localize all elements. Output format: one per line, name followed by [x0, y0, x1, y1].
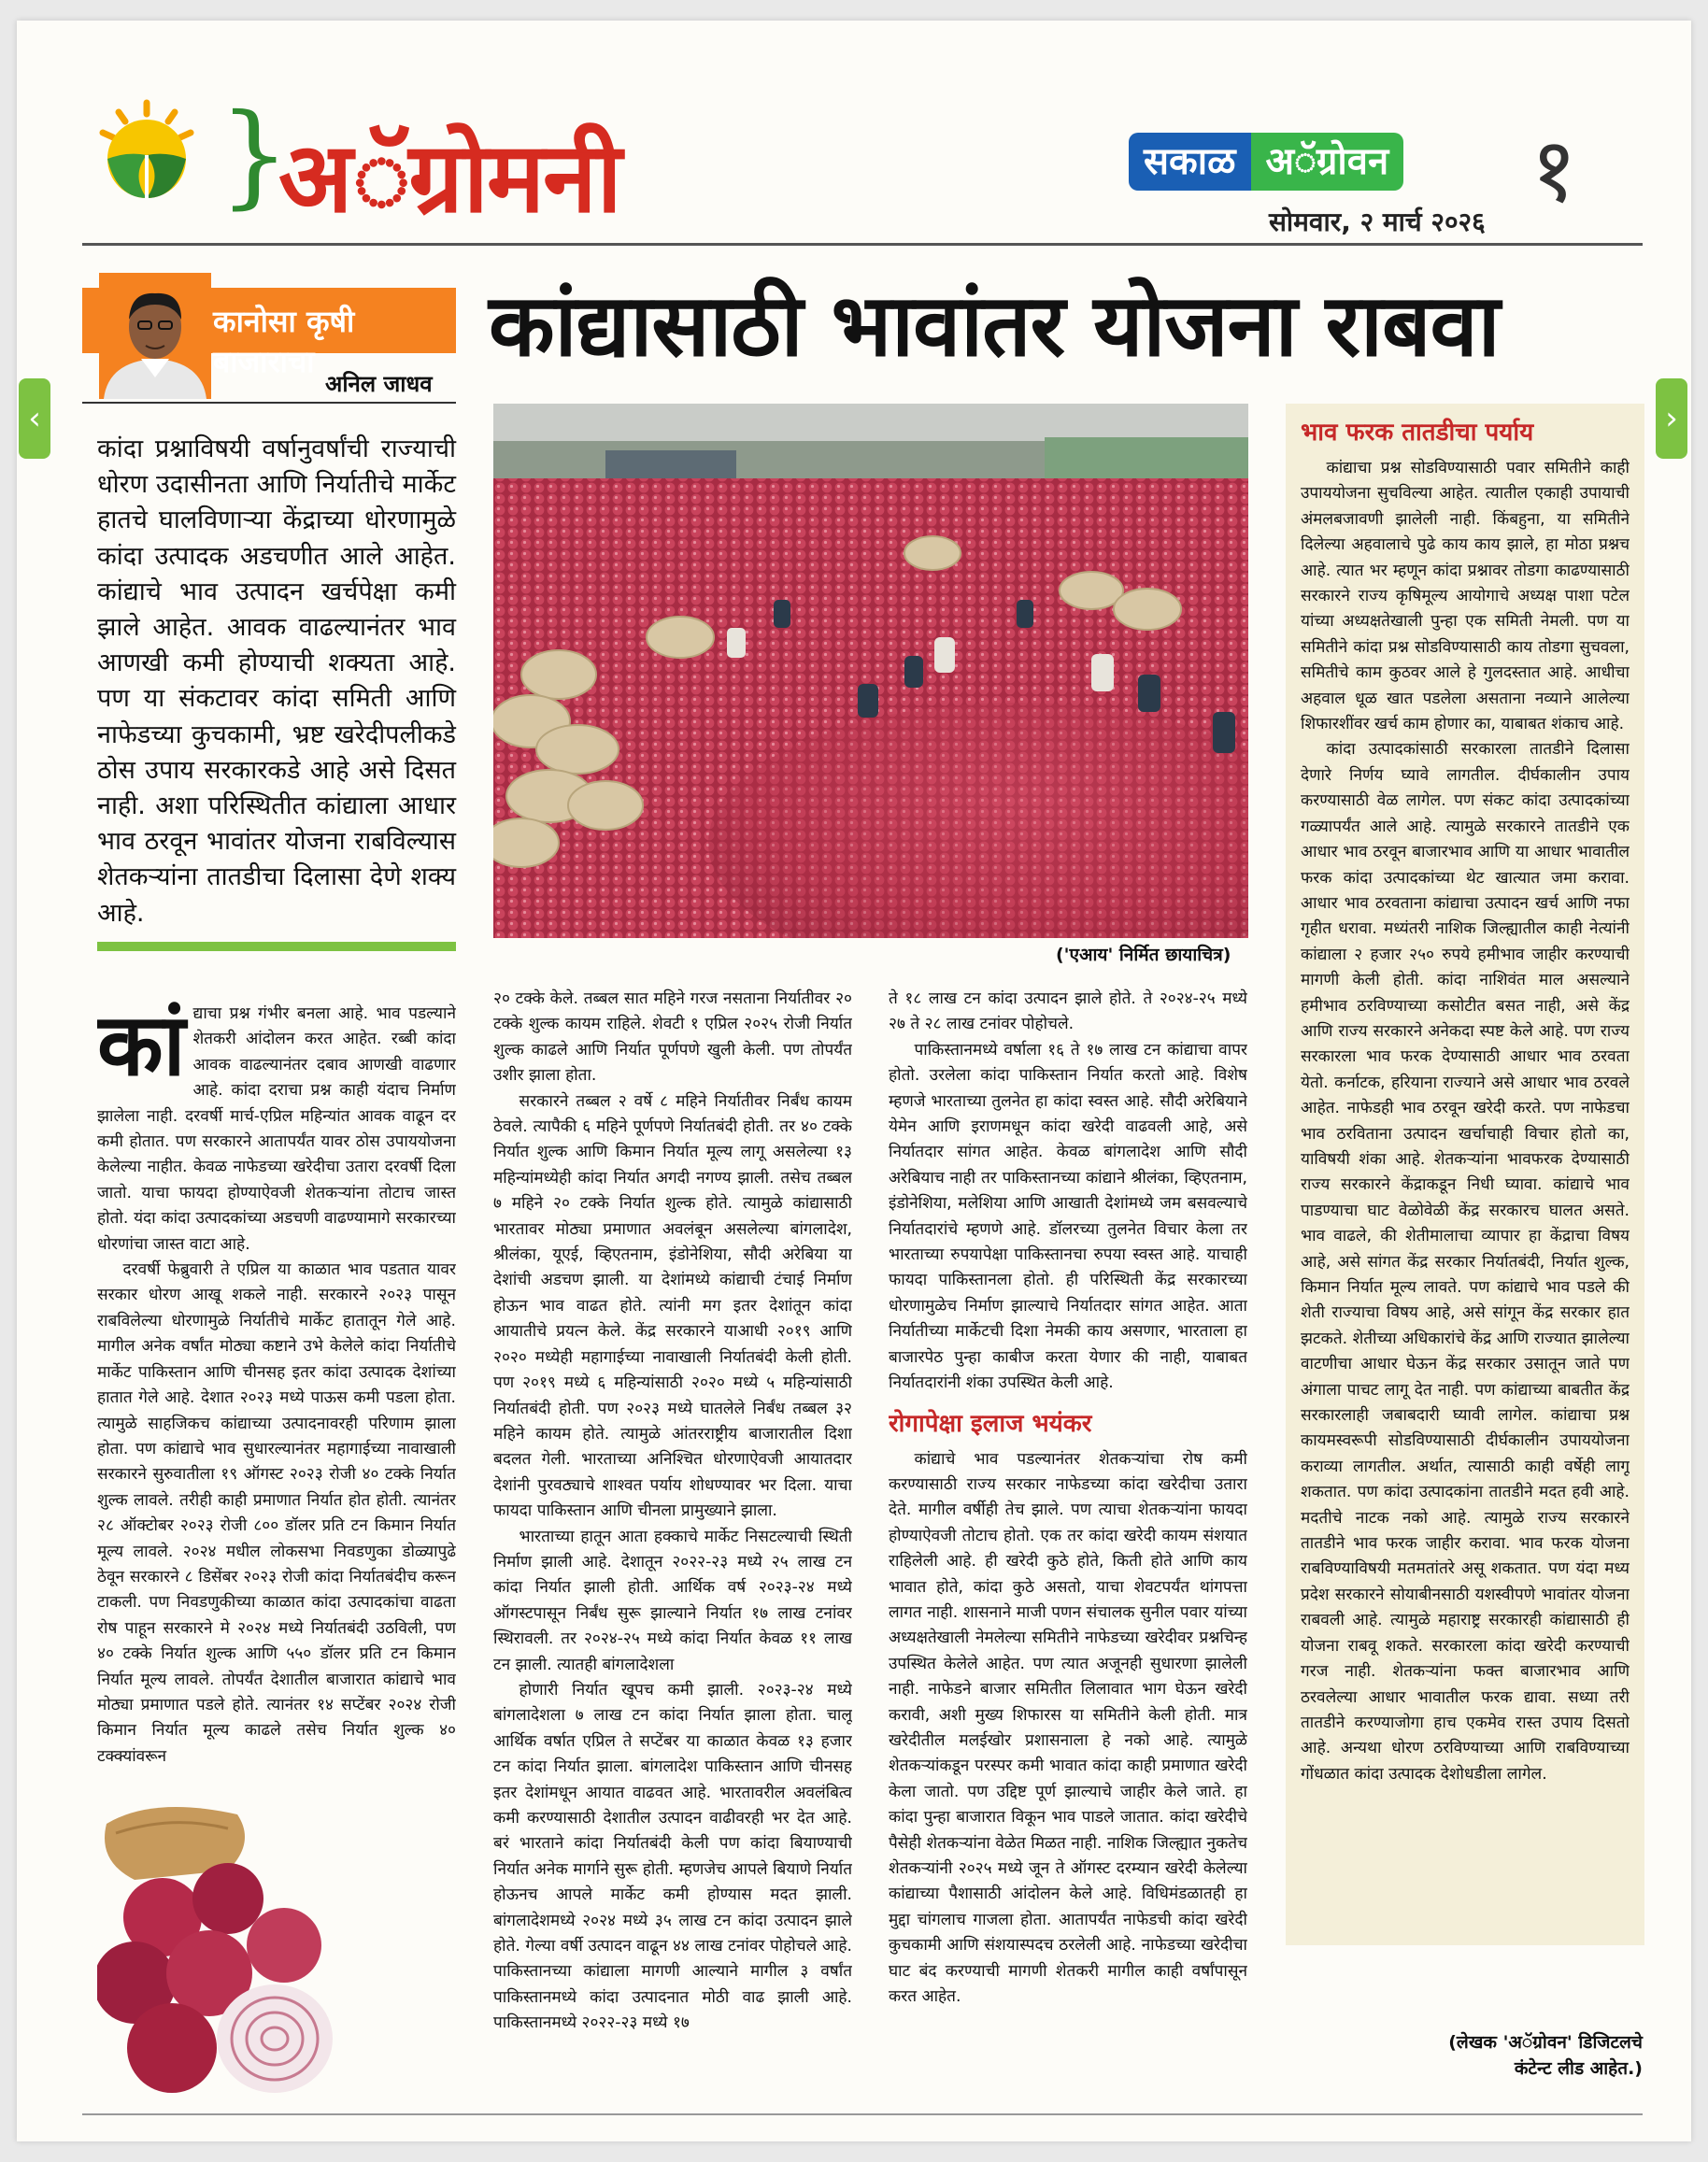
masthead-brand: अॅग्रोमनी	[278, 121, 620, 235]
paragraph: सरकारने तब्बल २ वर्षे ८ महिने निर्यातीवर निर्बंध कायम ठेवले. त्यापैकी ६ महिने पूर्णपणे निर्यातबंदी होती. तर ४० टक्के निर्यात शुल्क आणि किमान निर्यात मूल्य लागू असलेल्या १३ महिन्यांमध्येही कांदा निर्यात अगदी नगण्य झाली. तसेच तब्बल ७ महिने २० टक्के निर्यात शुल्क होते. त्यामुळे कांद्यासाठी भारतावर मोठ्या प्रमाणात अवलंबून असलेल्या बांगलादेश, श्रीलंका, यूएई, व्हिएतनाम, इंडोनेशिया, सौदी अरेबिया या देशांची अडचण झाली. या देशांमध्ये कांद्याची टंचाई निर्माण होऊन भाव वाढत होते. त्यांनी मग इतर देशांतून कांदा आयातीचे प्रयत्न केले. केंद्र सरकारने याआधी २०१९ आणि २०२० मध्येही महागाईच्या नावाखाली निर्यातबंदी केली होती. पण २०१९ मध्ये ६ महिन्यांसाठी २०२० मध्ये ५ महिन्यांसाठी निर्यातबंदी होती. पण २०२३ मध्ये घातलेले निर्बंध तब्बल ३२ महिने कायम होते. त्यामुळे आंतरराष्ट्रीय बाजारातील दिशा बदलत गेली. भारताच्या अनिश्चित धोरणाऐवजी आयातदार देशांनी पुरवठ्याचे शाश्वत पर्याय शोधण्यावर भर दिला. याचा फायदा पाकिस्तान आणि चीनला प्रामुख्याने झाला.	[493, 1091, 852, 1521]
onion-basket-image	[97, 1786, 349, 2104]
masthead-brace: }	[219, 91, 291, 220]
paragraph: ते १८ लाख टन कांदा उत्पादन झाले होते. ते २०२४-२५ मध्ये २७ ते २८ लाख टनांवर पोहोचले.	[889, 989, 1247, 1034]
intro-divider	[97, 942, 456, 951]
author-rule	[82, 402, 456, 404]
sidebar-text	[1301, 417, 1630, 1930]
paragraph: होणारी निर्यात खूपच कमी झाली. २०२३-२४ मध्ये बांगलादेशला ७ लाख टन कांदा निर्यात झाला होता. चालू आर्थिक वर्षात एप्रिल ते सप्टेंबर या काळात केवळ १३ हजार टन कांदा निर्यात झाला. बांगलादेश पाकिस्तान आणि चीनसह इतर देशांमधून आयात वाढवत आहे. भारतावरील अवलंबित्व कमी करण्यासाठी देशातील उत्पादन वाढीवरही भर देत आहे. बरं भारताने कांदा निर्यातबंदी केली पण कांदा बियाण्याची निर्यात अनेक मार्गाने सुरू होती. म्हणजेच आपले बियाणे निर्यात होऊनच आपले मार्केट कमी होण्यास मदत झाली. बांगलादेशमध्ये २०२४ मध्ये ३५ लाख टन कांदा उत्पादन झाले होते. गेल्या वर्षी उत्पादन वाढून ४४ लाख टनांवर पोहोचले आहे. पाकिस्तानच्या कांद्याला मागणी आल्याने मागील ३ वर्षांत पाकिस्तानमध्ये कांदा उत्पादनात मोठी वाढ झाली आहे. पाकिस्तानमध्ये २०२२-२३ मध्ये १७	[493, 1680, 852, 2033]
paragraph: कांदा उत्पादकांसाठी सरकारला तातडीने दिलासा देणारे निर्णय घ्यावे लागतील. दीर्घकालीन उपाय करण्यासाठी वेळ लागेल. पण संकट कांदा उत्पादकांच्या गळ्यापर्यंत आले आहे. त्यामुळे सरकारने तातडीने एक आधार भाव ठरवून बाजारभाव आणि या आधार भावातील फरक कांदा उत्पादकांच्या थेट खात्यात जमा करावा. आधार भाव ठरवताना कांद्याचा उत्पादन खर्च आणि नफा गृहीत धरावा. मध्यंतरी नाशिक जिल्ह्यातील काही नेत्यांनी कांद्याला २ हजार २५० रुपये हमीभाव जाहीर करण्याची मागणी केली होती. कांदा नाशिवंत माल असल्याने हमीभाव ठरविण्याच्या कसोटीत बसत नाही, असे केंद्र आणि राज्य सरकारने अनेकदा स्पष्ट केले आहे. पण राज्य सरकारला भाव फरक देण्यासाठी आधार भाव ठरवता येतो. कर्नाटक, हरियाना राज्याने असे आधार भाव ठरवले आहेत. नाफेडही भाव ठरवून खरेदी करते. पण नाफेडचा भाव ठरविताना उत्पादन खर्चाचाही विचार होतो का, याविषयी शंका आहे. शेतकऱ्यांना भावफरक देण्यासाठी राज्य सरकारने केंद्राकडून निधी घ्यावा. कांद्याचे भाव पाडण्याचा घाट वेळोवेळी केंद्र सरकारच घालत असते. भाव वाढले, की शेतीमालाचा व्यापार हा केंद्राचा विषय आहे, असे सांगत केंद्र सरकार निर्यातबंदी, निर्यात शुल्क, किमान निर्यात मूल्य लावते. पण कांद्याचे भाव पडले की शेती राज्याचा विषय आहे, असे सांगून केंद्र सरकार हात झटकते. शेतीच्या अधिकारांचे केंद्र आणि राज्यात झालेल्या वाटणीचा आधार घेऊन केंद्र सरकार उसातून जाते पण अंगाला पाचट लागू देत नाही. पण कांद्याच्या बाबतीत केंद्र सरकारलाही जबाबदारी घ्यावी लागेल. कांद्याचा प्रश्न कायमस्वरूपी सोडविण्यासाठी दीर्घकालीन उपाययोजना कराव्या लागतील. अर्थात, त्यासाठी काही वर्षेही लागू शकतात. पण कांदा उत्पादकांना तातडीने मदत हवी आहे. मदतीचे नाटक नको आहे. त्यामुळे राज्य सरकारने तातडीने भाव फरक जाहीर करावा. भाव फरक योजना राबविण्याविषयी मतमतांतरे असू शकतात. पण यंदा मध्य प्रदेश सरकारने सोयाबीनसाठी यशस्वीपणे भावांतर योजना राबवली आहे. त्यामुळे महाराष्ट्र सरकारही कांद्यासाठी ही योजना राबवू शकते. सरकारला कांदा खरेदी करण्याची गरज नाही. शेतकऱ्यांना फक्त बाजारभाव आणि ठरवलेल्या आधार भावातील फरक द्यावा. सध्या तरी तातडीने करण्याजोगा हाच एकमेव रास्त उपाय दिसतो आहे. अन्यथा धोरण ठरविण्याच्या आणि राबविण्याच्या गोंधळात कांदा उत्पादक देशोधडीला लागेल.	[1301, 740, 1630, 1784]
author-note: (लेखक 'अॅग्रोवन' डिजिटलचे कंटेन्ट लीड आहेत.)	[1448, 2032, 1643, 2079]
author-photo	[99, 273, 211, 399]
issue-date: सोमवार, २ मार्च २०२६	[1269, 206, 1486, 237]
sidebar-box	[1286, 404, 1644, 1945]
photo-credit: ('एआय' निर्मित छायाचित्र)	[1056, 945, 1231, 965]
sidebar-title: भाव फरक तातडीचा पर्याय	[1301, 419, 1534, 447]
publisher-sakal: सकाळ	[1129, 133, 1251, 191]
agromoney-logo-icon	[93, 97, 201, 205]
masthead-rule	[82, 243, 1643, 246]
author-name: अनिल जाधव	[325, 371, 433, 397]
paragraph: दरवर्षी फेब्रुवारी ते एप्रिल या काळात भाव पडतात यावर सरकार धोरण आखू शकले नाही. सरकारने २०२३ पासून राबविलेल्या धोरणामुळे निर्यातीचे मार्केट हातातून गेले आहे. मागील अनेक वर्षांत मोठ्या कष्टाने उभे केलेले कांदा निर्यातीचे मार्केट पाकिस्तान आणि चीनसह इतर कांदा उत्पादक देशांच्या हातात गेले आहे. देशात २०२३ मध्ये पाऊस कमी पडला होता. त्यामुळे साहजिकच कांद्याच्या उत्पादनावरही परिणाम झाला होता. पण कांद्याचे भाव सुधारल्यानंतर महागाईच्या नावाखाली सरकारने सुरुवातीला १९ ऑगस्ट २०२३ रोजी ४० टक्के निर्यात शुल्क लावले. तरीही काही प्रमाणात निर्यात होत होती. त्यानंतर २८ ऑक्टोबर २०२३ रोजी ८०० डॉलर प्रति टन किमान निर्यात मूल्य लावले. २०२४ मधील लोकसभा निवडणुका डोळ्यापुढे ठेवून सरकारने ८ डिसेंबर २०२३ रोजी कांदा निर्यातबंदीच करून टाकली. पण निवडणुकीच्या काळात कांदा उत्पादकांचा वाढता रोष पाहून सरकारने मे २०२४ मध्ये निर्यातबंदी उठविली, पण ४० टक्के निर्यात शुल्क आणि ५५० डॉलर प्रति टन किमान निर्यात मूल्य लावले. तोपर्यंत देशातील बाजारात कांद्याचे भाव मोठ्या प्रमाणात पडले होते. त्यानंतर १४ सप्टेंबर २०२४ रोजी किमान निर्यात मूल्य काढले तसेच निर्यात शुल्क ४० टक्क्यांवरून	[97, 1260, 456, 1766]
intro-text: कांदा प्रश्नाविषयी वर्षानुवर्षांची राज्याची धोरण उदासीनता आणि निर्यातीचे मार्केट हातचे घालविणाऱ्या केंद्राच्या धोरणामुळे कांदा उत्पादक अडचणीत आले आहेत. कांद्याचे भाव उत्पादन खर्चपेक्षा कमी झाले आहेत. आवक वाढल्यानंतर भाव आणखी कमी होण्याची शक्यता आहे. पण या संकटावर कांदा समिती आणि नाफेडच्या कुचकामी, भ्रष्ट खरेदीपलीकडे ठोस उपाय सरकारकडे आहे असे दिसत नाही. अशा परिस्थितीत कांद्याला आधार भाव ठरवून भावांतर योजना राबविल्यास शेतकऱ्यांना तातडीचा दिलासा देणे शक्य आहे.	[97, 434, 456, 928]
publisher-agrowon: अॅग्रोवन	[1251, 133, 1404, 191]
paragraph: २० टक्के केले. तब्बल सात महिने गरज नसताना निर्यातीवर २० टक्के शुल्क कायम राहिले. शेवटी १ एप्रिल २०२५ रोजी निर्यात शुल्क काढले आणि निर्यात पूर्णपणे खुली केली. पण तोपर्यंत उशीर झाला होता.	[493, 989, 852, 1086]
bottom-rule	[82, 2113, 1643, 2115]
newspaper-page	[17, 21, 1691, 2141]
body-column-1-tail	[353, 1786, 456, 2095]
page-number: १	[1530, 118, 1577, 222]
paragraph: कांद्याचे भाव पडल्यानंतर शेतकऱ्यांचा रोष कमी करण्यासाठी राज्य सरकार नाफेडच्या कांदा खरेदीचा उतारा देते. मागील वर्षीही तेच झाले. पण त्याचा शेतकऱ्यांना फायदा होण्याऐवजी तोटाच होतो. एक तर कांदा खरेदी कायम संशयात राहिलेली आहे. ही खरेदी कुठे होते, किती होते आणि काय भावात होते, कांदा कुठे असतो, याचा शेवटपर्यंत थांगपत्ता लागत नाही. शासनाने माजी पणन संचालक सुनील पवार यांच्या अध्यक्षतेखाली नेमलेल्या समितीने नाफेडच्या खरेदीवर प्रश्नचिन्ह उपस्थित केलेले आहेत. पण त्यात अजूनही सुधारणा झालेली नाही. नाफेडने बाजार समितीत लिलावात भाग घेऊन खरेदी करावी, अशी मुख्य शिफारस या समितीने केली होती. मात्र खरेदीतील मलईखोर प्रशासनाला हे नको आहे. त्यामुळे शेतकऱ्यांकडून परस्पर कमी भावात कांदा काही प्रमाणात खरेदी केला जातो. पण उद्दिष्ट पूर्ण झाल्याचे जाहीर केले जाते. हा कांदा पुन्हा बाजारात विकून भाव पाडले जातात. कांदा खरेदीचे पैसेही शेतकऱ्यांना वेळेत मिळत नाही. नाशिक जिल्ह्यात नुकतेच शेतकऱ्यांनी २०२५ मध्ये जून ते ऑगस्ट दरम्यान खरेदी केलेल्या कांद्याच्या पैशासाठी आंदोलन केले आहे. विधिमंडळातही हा मुद्दा चांगलाच गाजला होता. आतापर्यंत नाफेडची कांदा खरेदी कुचकामी आणि संशयास्पदच ठरलेली आहे. नाफेडच्या खरेदीचा घाट बंद करण्याची मागणी शेतकरी मागील काही वर्षांपासून करत आहेत.	[889, 1449, 1247, 2007]
subhead-remedy: रोगापेक्षा इलाज भयंकर	[889, 1409, 1092, 1438]
paragraph: भारताच्या हातून आता हक्काचे मार्केट निसटल्याची स्थिती निर्माण झाली आहे. देशातून २०२२-२३ मध्ये २५ लाख टन कांदा निर्यात झाली होती. आर्थिक वर्ष २०२३-२४ मध्ये ऑगस्टपासून निर्बंध सुरू झाल्याने निर्यात १७ लाख टनांवर स्थिरावली. तर २०२४-२५ मध्ये कांदा निर्यात केवळ ११ लाख टन झाली. त्यातही बांगलादेशला	[493, 1527, 852, 1674]
next-page-button[interactable]: ›	[1656, 378, 1687, 459]
prev-page-button[interactable]: ‹	[19, 378, 50, 459]
body-column-3	[889, 987, 1247, 2089]
paragraph: कांद्याचा प्रश्न सोडविण्यासाठी पवार समितीने काही उपाययोजना सुचविल्या आहेत. त्यातील एकाही उपायाची अंमलबजावणी झालेली नाही. किंबहुना, या समितीने दिलेल्या अहवालाचे पुढे काय काय झाले, हा मोठा प्रश्नच आहे. त्यात भर म्हणून कांदा प्रश्नावर तोडगा काढण्यासाठी सरकारने राज्य कृषिमूल्य आयोगाचे अध्यक्ष पाशा पटेल यांच्या अध्यक्षतेखाली पुन्हा एक समिती नेमली. पण या समितीने कांदा प्रश्न सोडविण्यासाठी काय तोडगा सुचवला, समितीचे काम कुठवर आले हे गुलदस्तात आहे. आधीचा अहवाल धूळ खात पडलेला असताना नव्याने आलेल्या शिफारशींवर खर्च काम होणार का, याबाबत शंकाच आहे.	[1301, 459, 1630, 734]
publisher-logo	[1129, 133, 1502, 191]
body-column-2	[493, 987, 852, 2089]
body-column-1	[97, 1002, 456, 1786]
paragraph: पाकिस्तानमध्ये वर्षाला १६ ते १७ लाख टन कांद्याचा वापर होतो. उरलेला कांदा पाकिस्तान निर्यात करतो आहे. विशेष म्हणजे भारताच्या तुलनेत हा कांदा स्वस्त आहे. सौदी अरेबियाने येमेन आणि इराणमधून कांदा खरेदी वाढवली आहे, असे निर्यातदार सांगत आहेत. केवळ बांगलादेश आणि सौदी अरेबियाच नाही तर पाकिस्तानच्या कांद्याने श्रीलंका, व्हिएतनाम, इंडोनेशिया, मलेशिया आणि आखाती देशांमध्ये जम बसवल्याचे निर्यातदारांचे म्हणणे आहे. डॉलरच्या तुलनेत विचार केला तर भारताच्या रुपयापेक्षा पाकिस्तानचा रुपया स्वस्त आहे. याचाही फायदा पाकिस्तानला होतो. ही परिस्थिती केंद्र सरकारच्या धोरणामुळेच निर्माण झाल्याचे निर्यातदार सांगत आहेत. आता निर्यातीच्या मार्केटची दिशा नेमकी काय असणार, भारताला हा बाजारपेठ पुन्हा काबीज करता येणार की नाही, याबाबत निर्यातदारांनी शंका उपस्थित केली आहे.	[889, 1040, 1247, 1393]
paragraph: द्याचा प्रश्न गंभीर बनला आहे. भाव पडल्याने शेतकरी आंदोलन करत आहेत. रब्बी कांदा आवक वाढल्यानंतर दबाव आणखी वाढणार आहे. कांदा दराचा प्रश्न काही यंदाच निर्माण झालेला नाही. दरवर्षी मार्च-एप्रिल महिन्यांत आवक वाढून दर कमी होतात. पण सरकारने आतापर्यंत यावर ठोस उपाययोजना केलेल्या नाहीत. केवळ नाफेडच्या खरेदीचा उतारा दरवर्षी दिला जातो. याचा फायदा होण्याऐवजी शेतकऱ्यांना तोटाच जास्त होतो. यंदा कांदा उत्पादकांच्या अडचणी वाढण्यामागे सरकारच्या धोरणांचा जास्त वाटा आहे.	[97, 1004, 456, 1254]
column-name: कानोसा कृषी बाजाराचा	[213, 304, 355, 379]
dropcap: कां	[97, 1002, 186, 1095]
onion-market-photo	[493, 404, 1248, 938]
headline: कांद्यासाठी भावांतर योजना राबवा	[489, 276, 1500, 376]
